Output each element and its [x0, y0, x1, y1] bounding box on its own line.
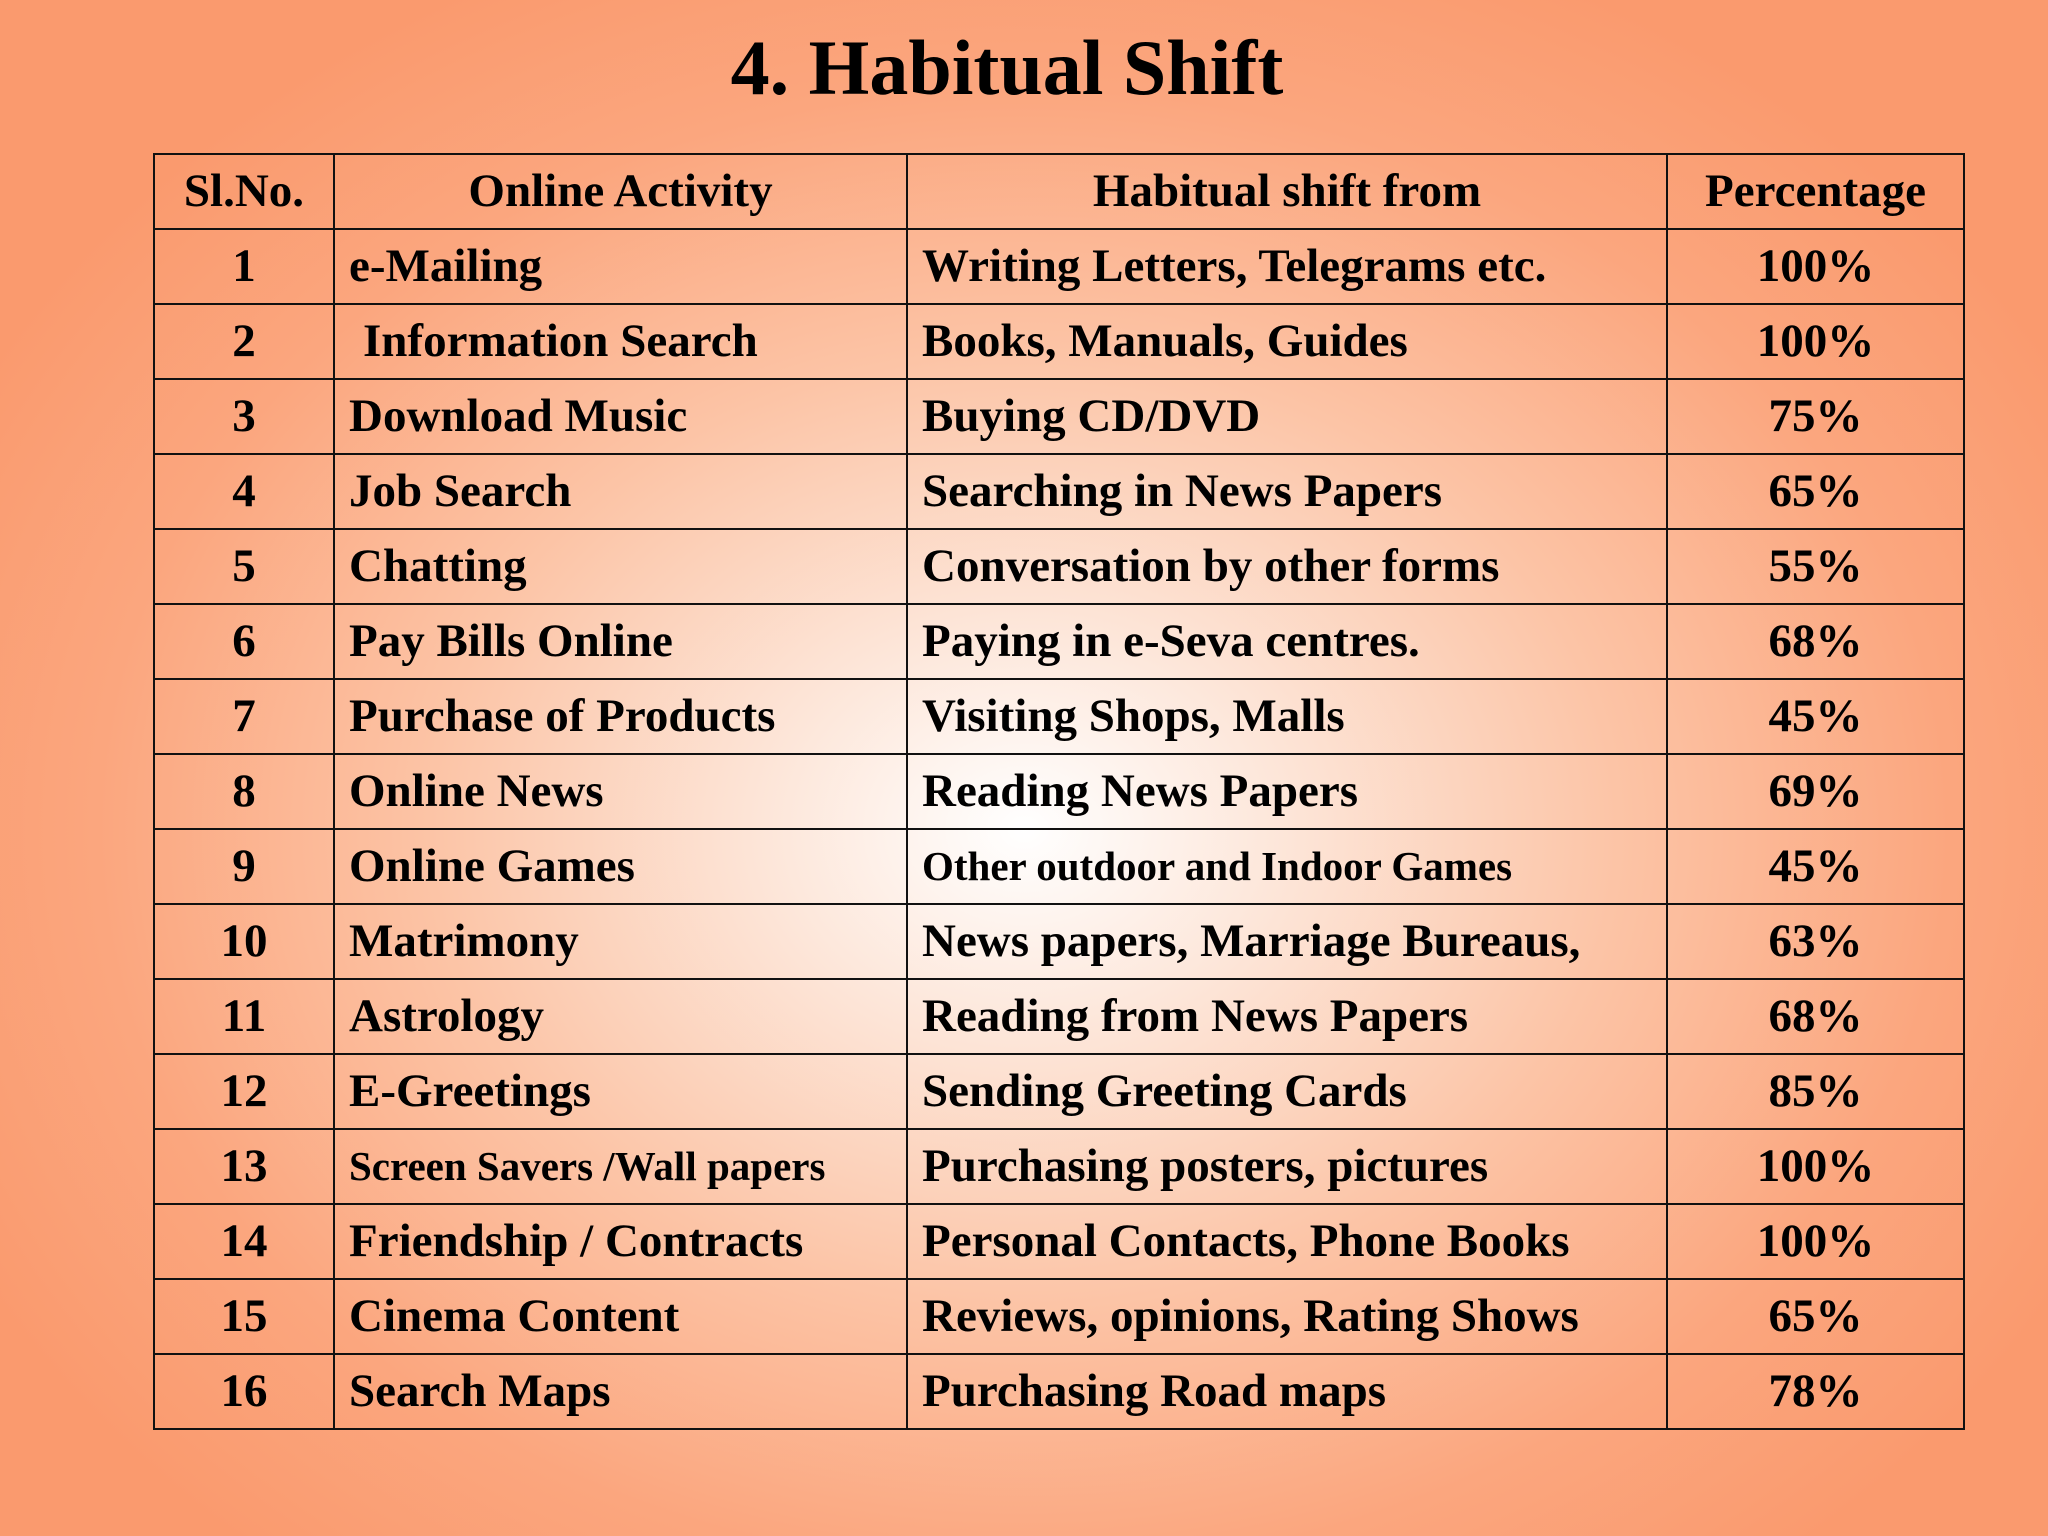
cell-percentage: 65%: [1667, 1279, 1964, 1354]
cell-habitual-shift-from: Purchasing posters, pictures: [907, 1129, 1667, 1204]
cell-habitual-shift-from: News papers, Marriage Bureaus,: [907, 904, 1667, 979]
cell-sl-no: 14: [154, 1204, 334, 1279]
habitual-shift-table: [153, 153, 1965, 1430]
cell-sl-no: 5: [154, 529, 334, 604]
cell-sl-no: 8: [154, 754, 334, 829]
header-percentage: Percentage: [1667, 154, 1964, 229]
cell-percentage: 55%: [1667, 529, 1964, 604]
cell-habitual-shift-from: Conversation by other forms: [907, 529, 1667, 604]
cell-percentage: 68%: [1667, 604, 1964, 679]
table-row: [154, 1279, 1964, 1354]
cell-habitual-shift-from: Visiting Shops, Malls: [907, 679, 1667, 754]
table-row: [154, 604, 1964, 679]
table-row: [154, 1354, 1964, 1429]
cell-online-activity: Online News: [334, 754, 907, 829]
cell-habitual-shift-from: Writing Letters, Telegrams etc.: [907, 229, 1667, 304]
cell-habitual-shift-from: Paying in e-Seva centres.: [907, 604, 1667, 679]
cell-sl-no: 16: [154, 1354, 334, 1429]
cell-online-activity: Online Games: [334, 829, 907, 904]
header-habitual-shift-from: Habitual shift from: [907, 154, 1667, 229]
table-row: [154, 754, 1964, 829]
cell-habitual-shift-from: Buying CD/DVD: [907, 379, 1667, 454]
cell-online-activity: e-Mailing: [334, 229, 907, 304]
table-row: [154, 529, 1964, 604]
cell-percentage: 100%: [1667, 1204, 1964, 1279]
cell-sl-no: 4: [154, 454, 334, 529]
cell-online-activity: Download Music: [334, 379, 907, 454]
cell-percentage: 68%: [1667, 979, 1964, 1054]
cell-online-activity: Screen Savers /Wall papers: [334, 1129, 907, 1204]
table-row: [154, 1129, 1964, 1204]
cell-sl-no: 12: [154, 1054, 334, 1129]
cell-percentage: 100%: [1667, 229, 1964, 304]
cell-online-activity: Astrology: [334, 979, 907, 1054]
cell-habitual-shift-from: Reviews, opinions, Rating Shows: [907, 1279, 1667, 1354]
cell-percentage: 100%: [1667, 304, 1964, 379]
cell-sl-no: 3: [154, 379, 334, 454]
cell-percentage: 100%: [1667, 1129, 1964, 1204]
cell-online-activity: Job Search: [334, 454, 907, 529]
cell-percentage: 78%: [1667, 1354, 1964, 1429]
slide-title: 4. Habitual Shift: [730, 24, 1284, 111]
table-row: [154, 304, 1964, 379]
cell-online-activity: Chatting: [334, 529, 907, 604]
table-row: [154, 979, 1964, 1054]
cell-sl-no: 9: [154, 829, 334, 904]
table-header: [154, 154, 1964, 229]
table-row: [154, 454, 1964, 529]
cell-online-activity: E-Greetings: [334, 1054, 907, 1129]
cell-online-activity: Pay Bills Online: [334, 604, 907, 679]
cell-habitual-shift-from: Reading from News Papers: [907, 979, 1667, 1054]
cell-online-activity: Purchase of Products: [334, 679, 907, 754]
cell-habitual-shift-from: Personal Contacts, Phone Books: [907, 1204, 1667, 1279]
table-row: [154, 679, 1964, 754]
header-sl-no: Sl.No.: [154, 154, 334, 229]
cell-habitual-shift-from: Other outdoor and Indoor Games: [907, 829, 1667, 904]
header-row: [154, 154, 1964, 229]
cell-online-activity: Search Maps: [334, 1354, 907, 1429]
cell-percentage: 85%: [1667, 1054, 1964, 1129]
cell-sl-no: 11: [154, 979, 334, 1054]
cell-percentage: 65%: [1667, 454, 1964, 529]
table-row: [154, 379, 1964, 454]
cell-online-activity: Cinema Content: [334, 1279, 907, 1354]
table-row: [154, 904, 1964, 979]
table-row: [154, 1204, 1964, 1279]
cell-sl-no: 2: [154, 304, 334, 379]
cell-sl-no: 1: [154, 229, 334, 304]
table-body: [154, 229, 1964, 1429]
cell-sl-no: 10: [154, 904, 334, 979]
cell-percentage: 45%: [1667, 829, 1964, 904]
cell-percentage: 63%: [1667, 904, 1964, 979]
cell-habitual-shift-from: Purchasing Road maps: [907, 1354, 1667, 1429]
cell-sl-no: 15: [154, 1279, 334, 1354]
cell-habitual-shift-from: Books, Manuals, Guides: [907, 304, 1667, 379]
cell-percentage: 75%: [1667, 379, 1964, 454]
cell-percentage: 45%: [1667, 679, 1964, 754]
header-online-activity: Online Activity: [334, 154, 907, 229]
cell-sl-no: 6: [154, 604, 334, 679]
cell-percentage: 69%: [1667, 754, 1964, 829]
cell-habitual-shift-from: Sending Greeting Cards: [907, 1054, 1667, 1129]
cell-habitual-shift-from: Searching in News Papers: [907, 454, 1667, 529]
cell-habitual-shift-from: Reading News Papers: [907, 754, 1667, 829]
cell-sl-no: 7: [154, 679, 334, 754]
table-row: [154, 229, 1964, 304]
cell-sl-no: 13: [154, 1129, 334, 1204]
cell-online-activity: Information Search: [334, 304, 907, 379]
table-row: [154, 829, 1964, 904]
table-row: [154, 1054, 1964, 1129]
cell-online-activity: Matrimony: [334, 904, 907, 979]
cell-online-activity: Friendship / Contracts: [334, 1204, 907, 1279]
